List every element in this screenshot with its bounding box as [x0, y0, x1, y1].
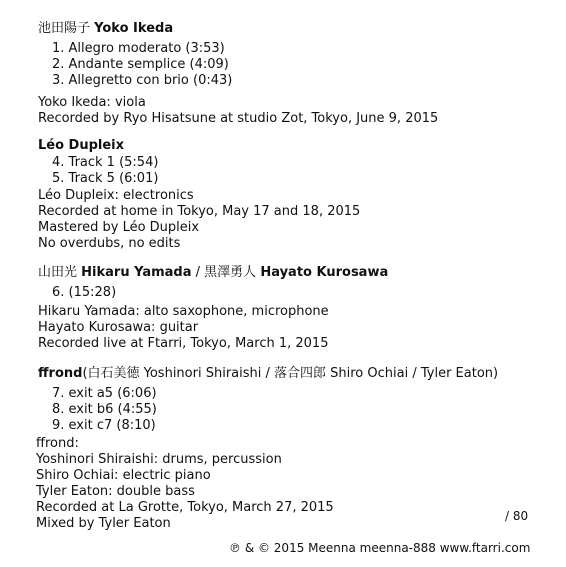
heading-separator: /	[195, 265, 201, 280]
track-item: 8. exit b6 (4:55)	[52, 402, 157, 417]
copyright-footer: ℗ & © 2015 Meenna meenna-888 www.ftarri.com	[229, 541, 531, 555]
section-heading-yamada-kurosawa	[38, 265, 388, 281]
credit-line: Recorded by Ryo Hisatsune at studio Zot, Tokyo, June 9, 2015	[38, 111, 439, 126]
heading-artist-name: ffrond	[38, 366, 83, 381]
section-heading-ikeda	[38, 21, 173, 37]
heading-artist-name: Hikaru Yamada	[81, 265, 192, 280]
credit-line: ffrond:	[36, 436, 79, 451]
track-item: 7. exit a5 (6:06)	[52, 386, 157, 401]
page-number: / 80	[505, 509, 529, 523]
track-item: 5. Track 5 (6:01)	[52, 171, 159, 186]
track-item: 4. Track 1 (5:54)	[52, 155, 159, 170]
track-item: 2. Andante semplice (4:09)	[52, 57, 229, 72]
heading-jp-name: 山田光	[38, 265, 78, 280]
heading-jp-name: 池田陽子	[38, 21, 91, 36]
heading-jp-name: 黒澤勇人	[204, 265, 257, 280]
credit-line: Yoko Ikeda: viola	[38, 95, 146, 110]
credit-line: Shiro Ochiai: electric piano	[36, 468, 211, 483]
section-heading-ffrond	[38, 366, 498, 382]
credit-line: Recorded live at Ftarri, Tokyo, March 1, 2015	[38, 336, 329, 351]
credit-line: Hayato Kurosawa: guitar	[38, 320, 199, 335]
heading-members: (白石美徳 Yoshinori Shiraishi / 落合四郎 Shiro Ochiai / Tyler Eaton)	[82, 366, 499, 381]
track-item: 9. exit c7 (8:10)	[52, 418, 156, 433]
credit-line: Tyler Eaton: double bass	[36, 484, 195, 499]
credit-line: Recorded at home in Tokyo, May 17 and 18, 2015	[38, 204, 361, 219]
credit-line: Hikaru Yamada: alto saxophone, microphone	[38, 304, 329, 319]
credit-line: Mixed by Tyler Eaton	[36, 516, 171, 531]
credit-line: No overdubs, no edits	[38, 236, 181, 251]
credit-line: Yoshinori Shiraishi: drums, percussion	[36, 452, 282, 467]
credit-line: Recorded at La Grotte, Tokyo, March 27, 2015	[36, 500, 334, 515]
track-item: 3. Allegretto con brio (0:43)	[52, 73, 233, 88]
credit-line: Mastered by Léo Dupleix	[38, 220, 200, 235]
track-item: 6. (15:28)	[52, 285, 117, 300]
credit-line: Léo Dupleix: electronics	[38, 188, 194, 203]
heading-artist-name: Hayato Kurosawa	[260, 265, 389, 280]
track-item: 1. Allegro moderato (3:53)	[52, 41, 225, 56]
heading-artist-name: Yoko Ikeda	[94, 21, 174, 36]
section-heading-dupleix: Léo Dupleix	[38, 138, 125, 153]
